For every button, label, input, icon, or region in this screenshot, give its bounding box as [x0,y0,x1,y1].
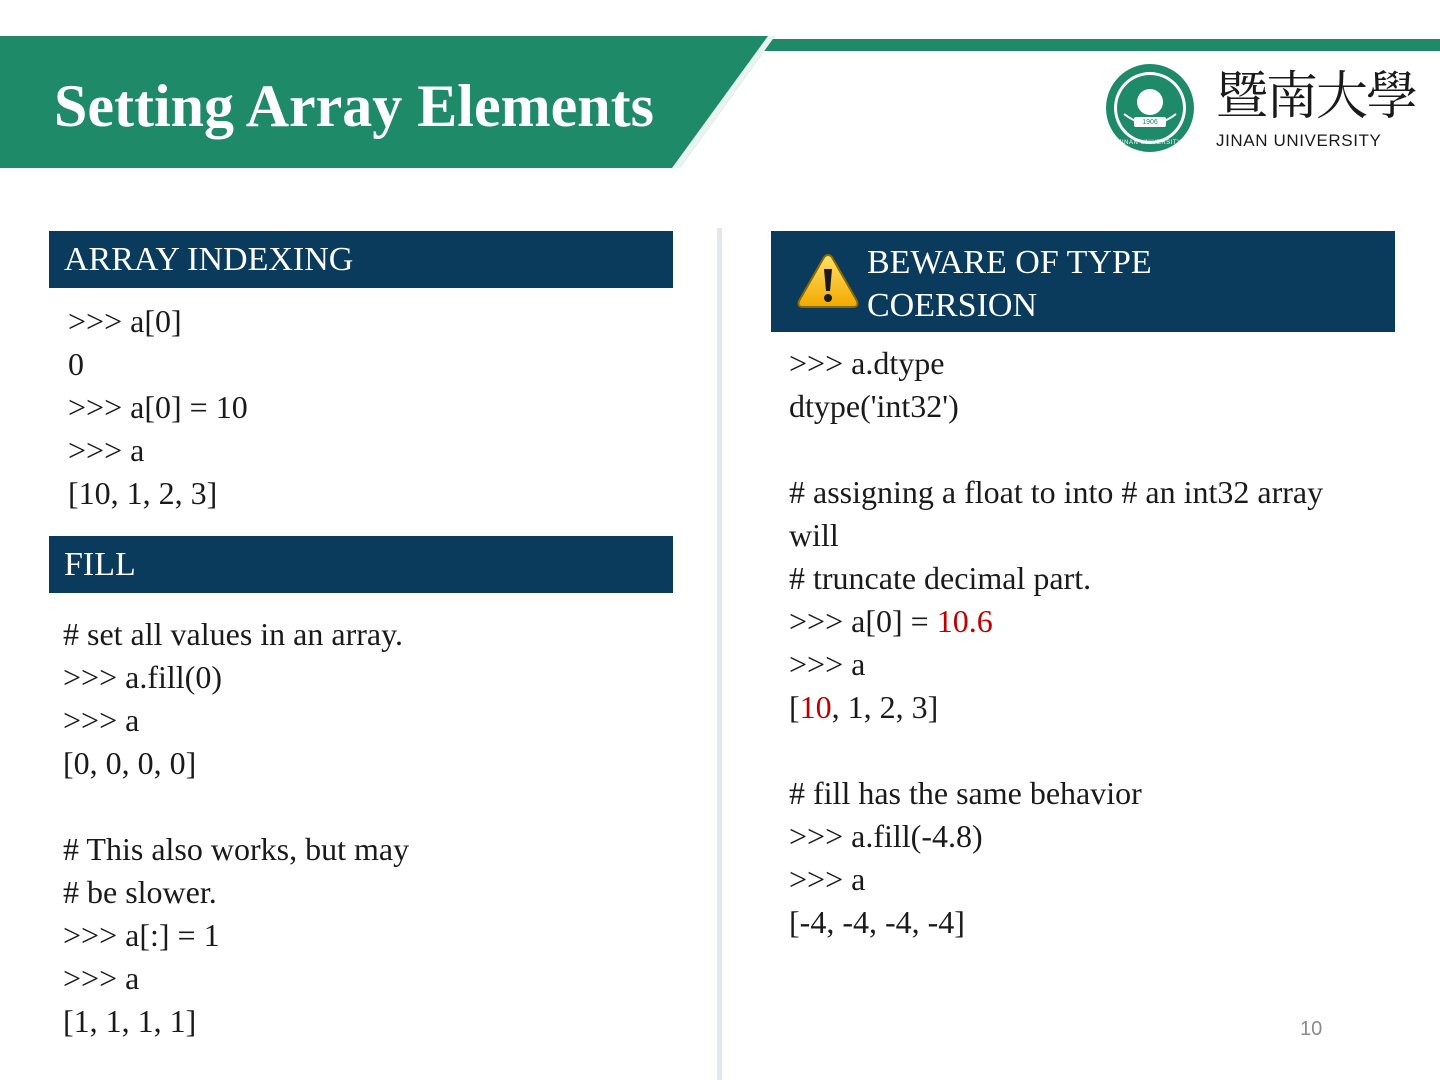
array-indexing-code: >>> a[0] 0 >>> a[0] = 10 >>> a [10, 1, 2, 3] [68,303,248,511]
truncated-value-highlight: 10 [799,689,832,725]
fill-code: # set all values in an array. >>> a.fill(0) >>> a [0, 0, 0, 0] # This also works, but may # be slower. >>> a[:] = 1 >>> a [1, 1, 1, 1] [63,616,410,1039]
type-coercion-code [789,342,1323,944]
seal-year: 1906 [1142,119,1158,126]
slide-title: Setting Array Elements [54,73,654,139]
array-indexing-header [49,231,673,288]
page-number: 10 [1300,1018,1323,1040]
fill-header [49,536,673,593]
logo-wordmark-en: JINAN UNIVERSITY [1216,131,1382,150]
fill-header-label: FILL [64,546,136,583]
type-coercion-code-part1: >>> a.dtype dtype('int32') # assigning a float to into # an int32 array will # truncate decimal part. >>> a[0] = [789,345,1324,639]
type-coercion-code-part2: >>> a [ [789,646,866,725]
warning-icon [797,253,859,309]
array-indexing-header-label: ARRAY INDEXING [64,241,354,278]
logo-wordmark-cn: 暨南大學 [1216,67,1417,127]
type-coercion-code-part3: , 1, 2, 3] # fill has the same behavior >>> a.fill(-4.8) >>> a [-4, -4, -4, -4] [789,689,1142,940]
seal-ring-text: JINAN UNIVERSITY [1118,140,1182,146]
type-coercion-header-label: BEWARE OF TYPE COERSION [867,244,1152,324]
column-divider [717,228,722,1080]
type-coercion-header [771,231,1395,332]
float-value-highlight: 10.6 [936,603,993,639]
